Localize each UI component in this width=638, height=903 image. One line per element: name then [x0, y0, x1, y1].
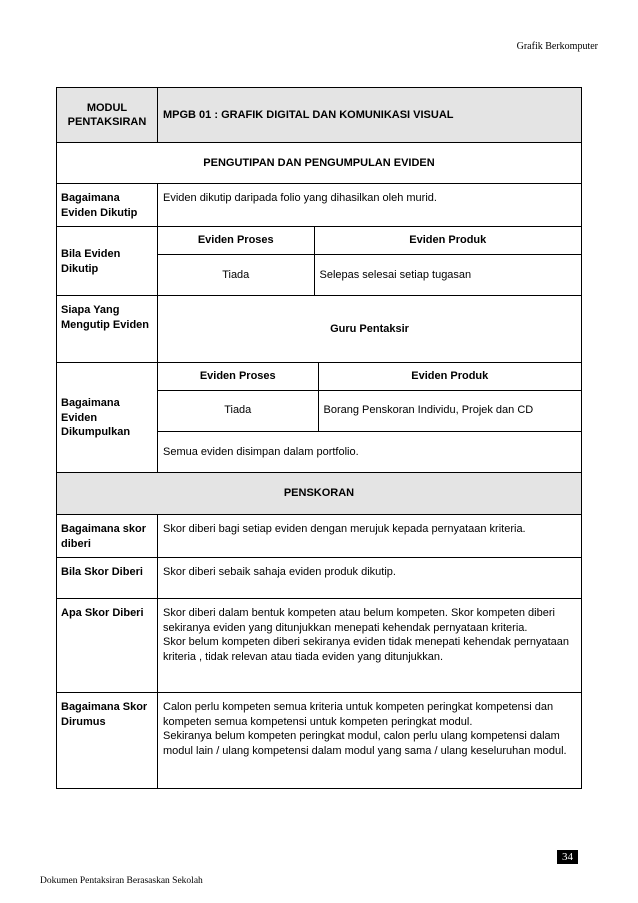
assessment-table — [56, 87, 582, 789]
dikumpulkan-subtable-cell — [158, 363, 582, 473]
header-eviden-proses: Eviden Proses — [158, 363, 318, 390]
page-number: 34 — [557, 850, 578, 864]
row-label-siapa-mengutip: Siapa Yang Mengutip Eviden — [57, 296, 158, 363]
modul-label: MODUL PENTAKSIRAN — [67, 101, 147, 128]
section-title-pengutipan — [57, 143, 582, 184]
value-eviden-proses: Tiada — [222, 268, 250, 281]
apa-skor-paragraph-1: Skor diberi dalam bentuk kompeten atau belum kompeten. Skor kompeten diberi sekiranya eviden yang ditunjukkan menepati kehendak pernyataan kriteria. — [163, 607, 555, 634]
row-value-skor-dirumus — [158, 693, 582, 789]
header-eviden-produk: Eviden Produk — [314, 227, 581, 254]
modul-label-cell — [57, 88, 158, 143]
row-label-bila-skor: Bila Skor Diberi — [57, 558, 158, 599]
row-label-skor-diberi: Bagaimana skor diberi — [57, 515, 158, 558]
row-value-siapa-mengutip: Guru Pentaksir — [158, 296, 582, 363]
section-title-text: PENGUTIPAN DAN PENGUMPULAN EVIDEN — [203, 156, 435, 169]
dikumpulkan-note: Semua eviden disimpan dalam portfolio. — [163, 445, 359, 458]
dikumpulkan-subtable — [158, 363, 581, 472]
running-header: Grafik Berkomputer — [516, 41, 598, 52]
row-label-apa-skor: Apa Skor Diberi — [57, 599, 158, 693]
section-title-penskoran — [57, 473, 582, 515]
row-label-dikumpulkan: Bagaimana Eviden Dikumpulkan — [57, 363, 158, 473]
modul-value-cell — [158, 88, 582, 143]
modul-value: MPGB 01 : GRAFIK DIGITAL DAN KOMUNIKASI VISUAL — [163, 109, 454, 122]
row-value-bila-skor: Skor diberi sebaik sahaja eviden produk dikutip. — [158, 558, 582, 599]
row-value-bagaimana-dikutip: Eviden dikutip daripada folio yang dihasilkan oleh murid. — [158, 184, 582, 227]
header-eviden-proses: Eviden Proses — [158, 227, 314, 254]
row-label-bila-dikutip: Bila Eviden Dikutip — [57, 227, 158, 296]
bila-dikutip-subtable — [158, 227, 581, 295]
apa-skor-paragraph-2: Skor belum kompeten diberi sekiranya eviden tidak menepati kehendak pernyataan kriteria , tidak relevan atau tiada eviden yang ditunjukkan. — [163, 636, 570, 663]
row-label-skor-dirumus: Bagaimana Skor Dirumus — [57, 693, 158, 789]
header-eviden-produk: Eviden Produk — [318, 363, 581, 390]
row-value-skor-diberi: Skor diberi bagi setiap eviden dengan merujuk kepada pernyataan kriteria. — [158, 515, 582, 558]
running-footer: Dokumen Pentaksiran Berasaskan Sekolah — [40, 876, 203, 886]
row-label-bagaimana-dikutip: Bagaimana Eviden Dikutip — [57, 184, 158, 227]
dirumus-paragraph-2: Sekiranya belum kompeten peringkat modul, calon perlu ulang kompetensi dalam modul lain / ulang kompetensi dalam modul yang sama / ulang keseluruhan modul. — [163, 730, 567, 757]
value-eviden-produk: Borang Penskoran Individu, Projek dan CD — [318, 390, 581, 431]
value-eviden-proses: Tiada — [158, 390, 318, 431]
row-value-apa-skor — [158, 599, 582, 693]
dirumus-paragraph-1: Calon perlu kompeten semua kriteria untuk kompeten peringkat kompetensi dan kompeten semua kompetensi untuk kompeten peringkat modul. — [163, 701, 554, 728]
bila-dikutip-subtable-cell — [158, 227, 582, 296]
value-eviden-produk: Selepas selesai setiap tugasan — [314, 254, 581, 295]
section-title-text: PENSKORAN — [283, 487, 355, 500]
